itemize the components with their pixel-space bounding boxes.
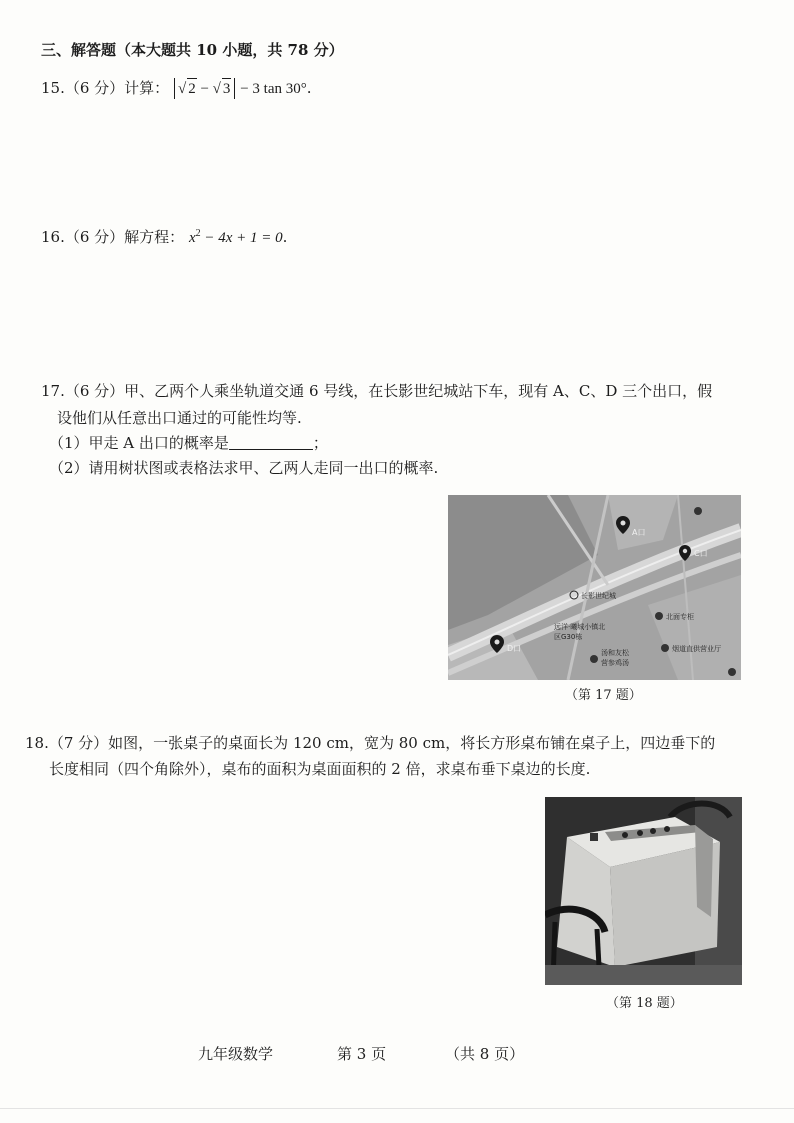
poi-icon: [661, 644, 669, 652]
q18-points: （7 分）: [48, 734, 109, 752]
q15-abs-expression: √ 2 − √ 3: [174, 78, 235, 99]
q18-line1: [25, 733, 715, 753]
q16-instruction: 解方程：: [124, 228, 185, 246]
q16-points: （6 分）: [64, 228, 125, 246]
q16-eq-rest: − 4x + 1 = 0: [200, 230, 283, 246]
footer-page-number: 第 3 页: [337, 1045, 387, 1063]
map-poi2-line1: 远洋·曦城小镇北: [554, 623, 606, 631]
poi-icon: [728, 668, 736, 676]
map-poi3-line1: 汤和友松: [601, 649, 629, 657]
q17-part2: （2）请用树状图或表格法求甲、乙两人走同一出口的概率.: [49, 459, 439, 477]
poi-icon: [655, 612, 663, 620]
map-label-a: A口: [632, 528, 646, 537]
q17-part1: [49, 433, 328, 453]
q17-caption: （第 17 题）: [565, 688, 642, 703]
q16-end: .: [282, 228, 288, 246]
map-station-label: 长影世纪城: [581, 592, 616, 600]
q17-text-line1: 甲、乙两个人乘坐轨道交通 6 号线，在长影世纪城站下车，现有 A、C、D 三个出口，假: [124, 382, 713, 400]
q15-number: 15.: [41, 79, 65, 97]
map-poi1: 北面专柜: [666, 613, 694, 621]
map-poi2-line2: 区G30栋: [554, 633, 583, 641]
q15-sqrt-3: 3: [222, 78, 232, 99]
q16-equation: [189, 230, 283, 246]
q17-number: 17.: [41, 382, 65, 400]
q18-table-photo: [545, 797, 742, 985]
q17-line1: [41, 381, 712, 401]
footer-subject: 九年级数学: [198, 1045, 274, 1063]
bottom-divider: [0, 1108, 794, 1109]
q15-sqrt-2: 2: [187, 78, 197, 99]
q16-number: 16.: [41, 228, 65, 246]
map-poi3-line2: 营参鸡汤: [601, 659, 629, 667]
footer-total-pages: （共 8 页）: [445, 1045, 525, 1063]
q18-text-line1: 如图，一张桌子的桌面长为 120 cm，宽为 80 cm，将长方形桌布铺在桌子上，四边垂下的: [108, 734, 716, 752]
section-title: 三、解答题（本大题共 10 小题，共 78 分）: [41, 41, 344, 59]
q15-points: （6 分）: [64, 79, 125, 97]
poi-icon: [694, 507, 702, 515]
map-poi4: 烟道直供营业厅: [672, 645, 721, 653]
map-label-c: C口: [694, 549, 708, 558]
q18-caption: （第 18 题）: [606, 996, 683, 1011]
q17-text-line2: 设他们从任意出口通过的可能性均等.: [57, 409, 302, 427]
q15-instruction: 计算：: [124, 79, 170, 97]
q17-answer-blank: [229, 435, 313, 450]
q16-x: x: [188, 230, 196, 246]
q16-exponent: 2: [195, 228, 201, 239]
q15-tail: − 3 tan 30°: [240, 81, 307, 97]
q17-points: （6 分）: [64, 382, 125, 400]
question-16: [41, 224, 287, 248]
question-15: [41, 78, 312, 99]
q17-part1-suffix: ；: [312, 434, 328, 452]
q17-map-figure: [448, 495, 741, 680]
q15-minus: −: [200, 81, 209, 97]
q15-end: .: [306, 79, 312, 97]
map-graphic: [448, 495, 741, 680]
q18-number: 18.: [25, 734, 49, 752]
map-label-d: D口: [507, 644, 522, 653]
table-photo-graphic: [545, 797, 742, 985]
q18-text-line2: 长度相同（四个角除外），桌布的面积为桌面面积的 2 倍，求桌布垂下桌边的长度.: [49, 760, 591, 778]
poi-icon: [590, 655, 598, 663]
q17-part1-text: （1）甲走 A 出口的概率是: [49, 434, 229, 452]
